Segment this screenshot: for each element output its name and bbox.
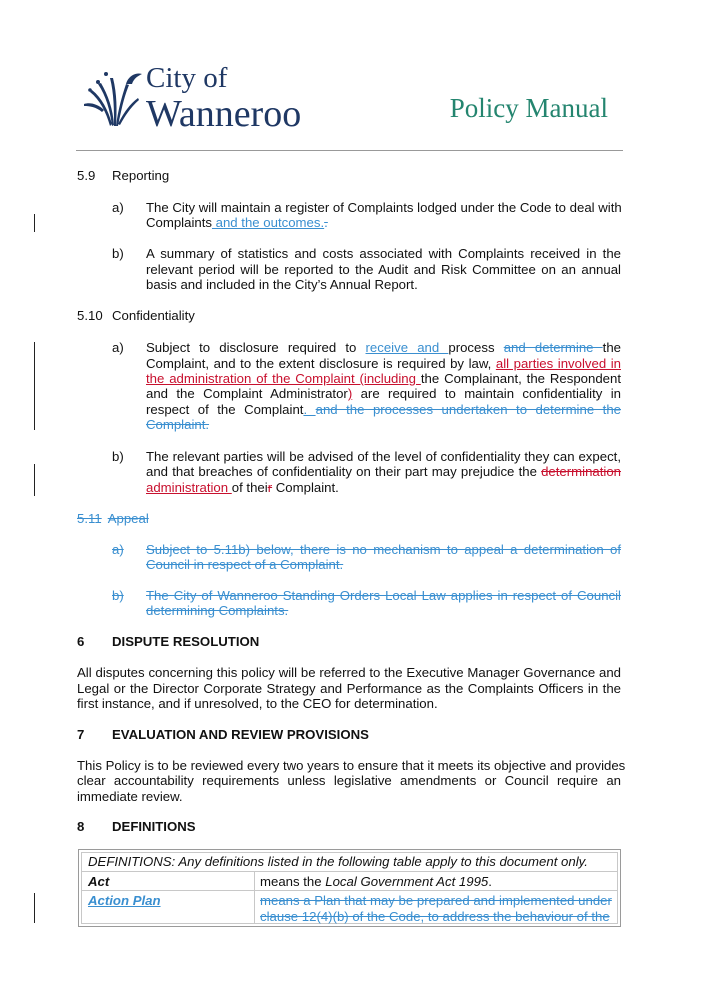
paragraph-line: The relevant parties will be advised of the level of confidentiality they can expect, (146, 449, 621, 464)
definitions-table (78, 849, 621, 927)
section-title: DEFINITIONS (112, 819, 196, 834)
paragraph-line (146, 464, 621, 479)
section-number: 5.11 (77, 511, 102, 526)
paragraph-line (146, 356, 621, 371)
deleted-text: determination (541, 464, 621, 479)
section-number: 5.10 (77, 308, 103, 323)
section-title: Appeal (107, 511, 149, 526)
item-label: b) (112, 449, 124, 464)
paragraph-line (146, 402, 621, 417)
table-caption: DEFINITIONS: Any definitions listed in the following table apply to this document only. (88, 854, 588, 869)
text: respect of the Complaint (146, 402, 304, 417)
logo-wanneroo: Wanneroo (146, 93, 302, 135)
paragraph-line: clear accountability requirements unless legislative amendments or Council require an (77, 773, 621, 788)
act-name: Local Government Act 1995 (325, 874, 489, 889)
section-number: 5.9 (77, 168, 96, 183)
deleted-text: Complaint. (146, 417, 210, 432)
logo-city-of: City of (146, 62, 228, 94)
text: of thei (231, 480, 268, 495)
deleted-text: r (267, 480, 273, 495)
inserted-text: and the outcomes. (211, 215, 325, 230)
page-title: Policy Manual (449, 93, 608, 123)
section-heading-deleted (77, 511, 157, 526)
inserted-text: receive and (365, 340, 449, 355)
paragraph-line: Subject to 5.11b) below, there is no mechanism to appeal a determination of (146, 542, 621, 557)
deleted-text: and the processes undertaken to determine the (315, 402, 621, 417)
text: the (602, 340, 622, 355)
change-bar (34, 342, 35, 430)
definition-term: Action Plan (88, 893, 161, 908)
text: and that breaches of confidentiality on their part may prejudice the (146, 464, 542, 479)
section-number: 6 (77, 634, 85, 649)
change-bar (34, 464, 35, 496)
inserted-text: all parties involved in (495, 356, 621, 371)
paragraph-line (146, 215, 328, 230)
paragraph-line: Legal or the Director Corporate Strategy and Performance as the Complaints Officers in the (77, 681, 621, 696)
paragraph-line: basis and included in the City’s Annual Report. (146, 277, 418, 292)
change-bar (34, 893, 35, 923)
row-divider (81, 890, 618, 891)
change-bar (34, 214, 35, 232)
item-label: a) (112, 542, 124, 557)
definition-text: clause 12(4)(b) of the Code, to address the behaviour of the (260, 909, 610, 924)
paragraph-line (146, 340, 621, 355)
section-number: 7 (77, 727, 85, 742)
text: are required to maintain confidentiality in (352, 386, 621, 401)
paragraph-line: A summary of statistics and costs associated with Complaints received in the (146, 246, 621, 261)
text: . (488, 874, 492, 889)
section-title: DISPUTE RESOLUTION (112, 634, 260, 649)
paragraph-line (146, 417, 209, 432)
definition-text: means a Plan that may be prepared and implemented under (260, 893, 612, 908)
definition-term: Act (88, 874, 110, 889)
section-number: 8 (77, 819, 85, 834)
paragraph-line: The City of Wanneroo Standing Orders Local Law applies in respect of Council (146, 588, 621, 603)
text: Subject to disclosure required to (146, 340, 366, 355)
logo (76, 64, 326, 134)
paragraph-line: All disputes concerning this policy will be referred to the Executive Manager Governance and (77, 665, 621, 680)
section-title: EVALUATION AND REVIEW PROVISIONS (112, 727, 369, 742)
column-divider (254, 871, 255, 924)
text: means the (260, 874, 326, 889)
paragraph-line: immediate review. (77, 789, 183, 804)
text: Complaint, and to the extent disclosure is required by law, (146, 356, 496, 371)
text: the Complainant, the Respondent (420, 371, 621, 386)
section-title: Confidentiality (112, 308, 195, 323)
paragraph-line: The City will maintain a register of Complaints lodged under the Code to deal with (146, 200, 622, 215)
paragraph-line: determining Complaints. (146, 603, 289, 618)
item-label: b) (112, 246, 124, 261)
item-label: a) (112, 200, 124, 215)
inserted-text: ) (347, 386, 353, 401)
deleted-text: and determine (503, 340, 603, 355)
inserted-text: administration (146, 480, 232, 495)
text: Complaints (146, 215, 212, 230)
paragraph-line (146, 386, 621, 401)
paragraph-line: This Policy is to be reviewed every two years to ensure that it meets its objective and provides (77, 758, 626, 773)
paragraph-line (146, 371, 621, 386)
wanneroo-plant-icon (76, 64, 146, 134)
row-divider (81, 871, 618, 872)
paragraph-line: relevant period will be reported to the Audit and Risk Committee on an annual (146, 262, 621, 277)
deleted-text: . (324, 215, 328, 230)
inserted-text: the administration of the Complaint (including (146, 371, 421, 386)
paragraph-line: first instance, and if unresolved, to the CEO for determination. (77, 696, 438, 711)
paragraph-line (146, 480, 339, 495)
inserted-text: . (303, 402, 316, 417)
section-title: Reporting (112, 168, 170, 183)
text: process (448, 340, 504, 355)
text: Complaint. (272, 480, 339, 495)
item-label: b) (112, 588, 124, 603)
item-label: a) (112, 340, 124, 355)
header-rule (76, 150, 623, 151)
paragraph-line: Council in respect of a Complaint. (146, 557, 344, 572)
definition-text (260, 874, 492, 889)
text: and the Complaint Administrator (146, 386, 348, 401)
